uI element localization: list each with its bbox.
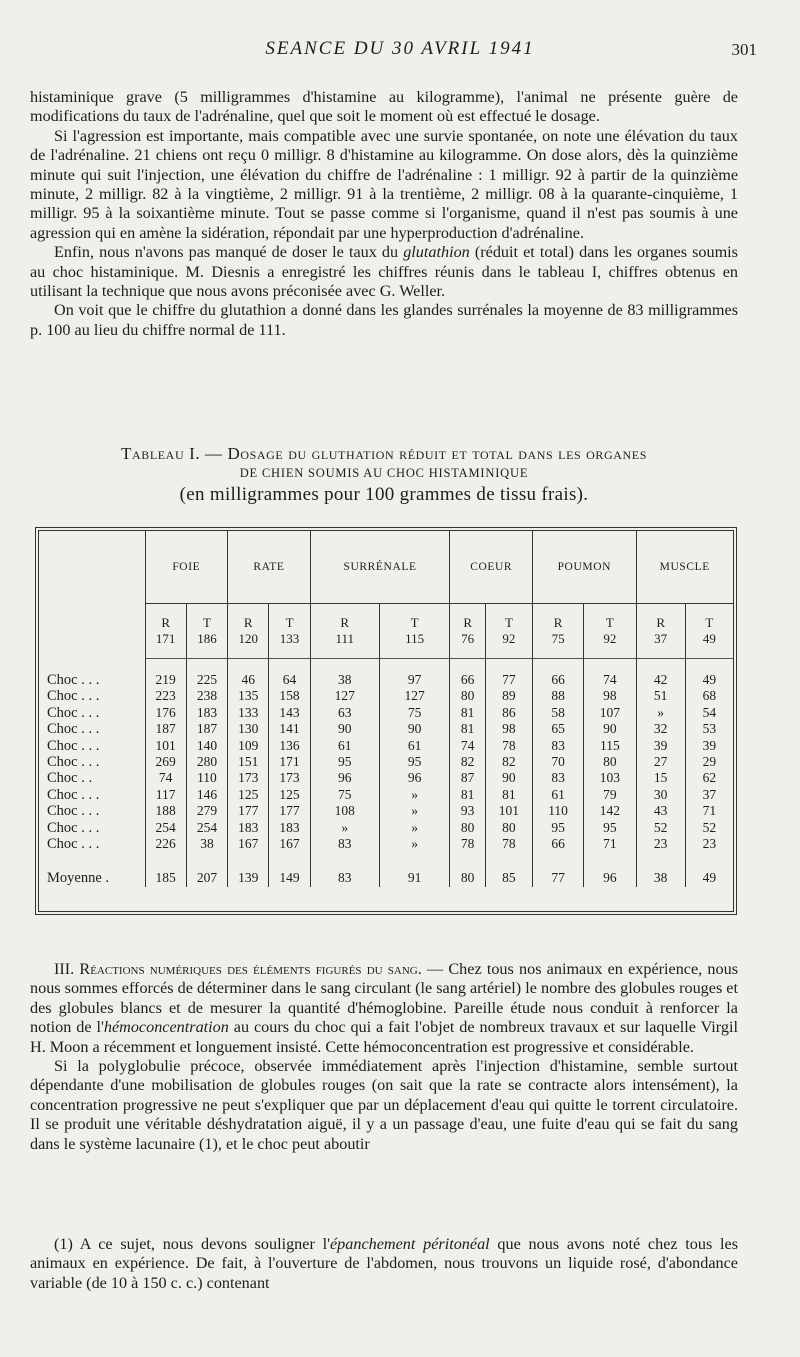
column-subheader xyxy=(228,604,269,659)
table-title-line3: (en milligrammes pour 100 grammes de tissu frais). xyxy=(179,484,589,505)
table-cell: » xyxy=(379,803,450,819)
table-cell: 77 xyxy=(532,870,583,886)
table-cell: 74 xyxy=(584,672,636,688)
table-cell: 108 xyxy=(310,803,379,819)
paragraph-agression: Si l'agression est importante, mais compatible avec une survie spontanée, on note une élévation du taux de l'adrénaline. 21 chiens ont reçu 0 milligr. 8 d'histamine au kilogramme. On dose alors, dès la quinzième minute qui suit l'injection, une élévation du chiffre de l'adrénaline : 1 milligr. 92 à partir de la quinzième minute, 2 milligr. 82 à la vingtième, 2 milligr. 91 à la trentième, 2 milligr. 08 à la quarante-cinquième, 1 milligr. 95 à la soixantième minute. Tout se passe comme si l'organisme, quand il n'est pas soumis à une agression qui en amène la sidération, répondait par une hyperproduction d'adrénaline. xyxy=(30,126,738,242)
table-cell: 78 xyxy=(485,836,532,852)
table-cell: 51 xyxy=(636,688,685,704)
subheader-letter: T xyxy=(410,615,419,630)
table-cell: 81 xyxy=(485,787,532,803)
table-cell: 70 xyxy=(532,754,583,770)
column-group-5: MUSCLE xyxy=(636,531,733,604)
table-cell: 86 xyxy=(485,705,532,721)
header-title: SEANCE DU 30 AVRIL 1941 xyxy=(265,38,535,59)
table-cell: 32 xyxy=(636,721,685,737)
table-cell: 64 xyxy=(269,672,310,688)
glutathion-table xyxy=(38,530,734,912)
table-cell: 66 xyxy=(532,672,583,688)
table-cell: 187 xyxy=(186,721,227,737)
row-label: Choc . . . xyxy=(47,803,100,820)
table-cell: 37 xyxy=(685,787,733,803)
table-cell: 87 xyxy=(450,770,485,786)
table-cell: 141 xyxy=(269,721,310,737)
table-cell: 81 xyxy=(450,787,485,803)
table-cell: » xyxy=(379,787,450,803)
table-cell: 80 xyxy=(485,820,532,836)
table-cell: 133 xyxy=(228,705,269,721)
table-cell: 146 xyxy=(186,787,227,803)
subheader-letter: R xyxy=(553,615,563,630)
table-cell: 207 xyxy=(186,870,227,886)
table-cell: 71 xyxy=(685,803,733,819)
subheader-letter: T xyxy=(504,615,513,630)
table-cell: 83 xyxy=(310,836,379,852)
table-cell: 125 xyxy=(228,787,269,803)
table-cell: 61 xyxy=(532,787,583,803)
table-cell: 38 xyxy=(636,870,685,886)
column-subheader xyxy=(379,604,450,659)
column-group-4: POUMON xyxy=(532,531,636,604)
table-cell: 38 xyxy=(310,672,379,688)
section-three-text xyxy=(30,960,738,1154)
spacer-cell xyxy=(310,852,379,870)
spacer-cell xyxy=(228,665,269,672)
table-cell: 183 xyxy=(228,820,269,836)
table-cell: 52 xyxy=(685,820,733,836)
subheader-normal-value: 133 xyxy=(279,631,300,646)
table-cell: 65 xyxy=(532,721,583,737)
table-cell: 171 xyxy=(269,754,310,770)
subheader-normal-value: 75 xyxy=(551,631,565,646)
table-cell: 103 xyxy=(584,770,636,786)
table-cell: 74 xyxy=(450,738,485,754)
table-cell: 30 xyxy=(636,787,685,803)
table-cell: 43 xyxy=(636,803,685,819)
column-group-2: SURRÉNALE xyxy=(310,531,450,604)
table-cell: 23 xyxy=(636,836,685,852)
table-body xyxy=(39,659,733,887)
paragraph-polyglobulie: Si la polyglobulie précoce, observée immédiatement après l'injection d'histamine, semble surtout dépendante d'une mobilisation de globules rouges (on sait que la rate se contracte alors intensément), la concentration progressive ne peut s'expliquer que par un déplacement d'eau qui quitte le torrent circulatoire. Il se produit une véritable déshydratation aiguë, il y a un passage d'eau, une fuite d'eau qui se fait du sang dans le système lacunaire (1), et le choc peut aboutir xyxy=(30,1057,738,1153)
average-row xyxy=(39,870,733,886)
table-row xyxy=(39,787,733,803)
table-cell: 127 xyxy=(310,688,379,704)
table-cell: 98 xyxy=(485,721,532,737)
table-cell: 68 xyxy=(685,688,733,704)
column-subheader xyxy=(584,604,636,659)
table-cell: 46 xyxy=(228,672,269,688)
table-cell: 80 xyxy=(450,870,485,886)
table-cell: 279 xyxy=(186,803,227,819)
table-cell: 81 xyxy=(450,705,485,721)
table-cell: 61 xyxy=(379,738,450,754)
table-spacer-row xyxy=(39,852,733,870)
table-cell: » xyxy=(310,820,379,836)
table-cell: » xyxy=(379,836,450,852)
table-cell: 90 xyxy=(379,721,450,737)
table-cell: 39 xyxy=(685,738,733,754)
table-cell: 83 xyxy=(532,738,583,754)
table-cell: 78 xyxy=(485,738,532,754)
table-corner-sub xyxy=(39,604,145,659)
table-row xyxy=(39,803,733,819)
table-cell: 80 xyxy=(450,688,485,704)
subheader-letter: R xyxy=(340,615,350,630)
table-cell: 177 xyxy=(228,803,269,819)
table-cell: 177 xyxy=(269,803,310,819)
column-subheader xyxy=(636,604,685,659)
paragraph-glutathion xyxy=(30,243,738,301)
table-cell: 75 xyxy=(310,787,379,803)
table-cell: 167 xyxy=(228,836,269,852)
column-subheader xyxy=(450,604,485,659)
glutathion-emphasis: glutathion xyxy=(403,243,470,262)
table-cell: 98 xyxy=(584,688,636,704)
table-cell: 63 xyxy=(310,705,379,721)
table-cell: 185 xyxy=(145,870,186,886)
table-cell: 61 xyxy=(310,738,379,754)
table-cell: 219 xyxy=(145,672,186,688)
spacer-cell xyxy=(379,852,450,870)
row-label: Choc . . . xyxy=(47,721,100,738)
table-group-header-row xyxy=(39,531,733,604)
subheader-normal-value: 92 xyxy=(502,631,516,646)
footnote-paragraph xyxy=(30,1235,738,1293)
subheader-normal-value: 111 xyxy=(335,631,354,646)
subheader-letter: R xyxy=(243,615,253,630)
paragraph-reactions xyxy=(30,960,738,1057)
table-cell: » xyxy=(636,705,685,721)
table-cell: 75 xyxy=(379,705,450,721)
table-cell: 127 xyxy=(379,688,450,704)
table-row xyxy=(39,688,733,704)
section-heading: III. Réactions numériques des éléments figurés du sang. — xyxy=(54,960,444,978)
subheader-letter: R xyxy=(656,615,665,630)
table-cell: 139 xyxy=(228,870,269,886)
spacer-cell xyxy=(685,665,733,672)
table-row xyxy=(39,672,733,688)
table-row xyxy=(39,820,733,836)
table-cell: 151 xyxy=(228,754,269,770)
subheader-letter: T xyxy=(705,615,714,630)
table-cell: 143 xyxy=(269,705,310,721)
row-label: Choc . . . xyxy=(47,754,100,771)
table-cell: 93 xyxy=(450,803,485,819)
table-row xyxy=(39,705,733,721)
glutathion-text-before: Enfin, nous n'avons pas manqué de doser le taux du xyxy=(54,243,404,262)
row-label: Choc . . . xyxy=(47,704,100,721)
table-cell: 117 xyxy=(145,787,186,803)
row-label: Choc . . . xyxy=(47,836,100,853)
row-label: Choc . . . xyxy=(47,819,100,836)
table-cell: 269 xyxy=(145,754,186,770)
spacer-cell xyxy=(636,852,685,870)
spacer-cell xyxy=(584,665,636,672)
hemoconcentration-emphasis: hémoconcentration xyxy=(103,1018,229,1037)
intro-text xyxy=(30,88,738,340)
table-cell: 97 xyxy=(379,672,450,688)
table-cell: 115 xyxy=(584,738,636,754)
table-cell: 82 xyxy=(485,754,532,770)
table-cell: 254 xyxy=(145,820,186,836)
spacer-cell xyxy=(379,665,450,672)
table-cell: 136 xyxy=(269,738,310,754)
page-number: 301 xyxy=(731,40,757,59)
subheader-normal-value: 49 xyxy=(702,631,716,646)
spacer-cell xyxy=(39,665,145,672)
row-label: Choc . . . xyxy=(47,786,100,803)
paragraph-moyenne: On voit que le chiffre du glutathion a donné dans les glandes surrénales la moyenne de 83 milligrammes p. 100 au lieu du chiffre normal de 111. xyxy=(30,301,738,339)
footnote-emphasis: épanchement péritonéal xyxy=(330,1235,490,1253)
spacer-cell xyxy=(450,852,485,870)
spacer-cell xyxy=(685,852,733,870)
spacer-cell xyxy=(485,665,532,672)
table-cell: 29 xyxy=(685,754,733,770)
column-group-3: COEUR xyxy=(450,531,533,604)
row-label: Choc . . . xyxy=(47,672,100,688)
table-cell: 238 xyxy=(186,688,227,704)
table-cell: 173 xyxy=(228,770,269,786)
table-row xyxy=(39,721,733,737)
spacer-cell xyxy=(532,665,583,672)
row-label: Choc . . xyxy=(47,770,93,787)
table-cell: 23 xyxy=(685,836,733,852)
table-cell: 62 xyxy=(685,770,733,786)
table-cell: 90 xyxy=(584,721,636,737)
table-cell: 101 xyxy=(145,738,186,754)
table-title-line2: DE CHIEN SOUMIS AU CHOC HISTAMINIQUE xyxy=(239,466,529,480)
table-cell: 80 xyxy=(450,820,485,836)
subheader-letter: T xyxy=(285,615,294,630)
subheader-letter: R xyxy=(161,615,170,630)
table-cell: 140 xyxy=(186,738,227,754)
column-subheader xyxy=(186,604,227,659)
table-cell: 42 xyxy=(636,672,685,688)
table-corner xyxy=(39,531,145,604)
column-subheader xyxy=(485,604,532,659)
column-group-1: RATE xyxy=(228,531,311,604)
table-cell: 85 xyxy=(485,870,532,886)
table-cell: 91 xyxy=(379,870,450,886)
reactions-text-before: Chez tous nos animaux en expérience, nous nous sommes efforcés de déterminer dans le sang circulant (le sang artériel) le nombre des globules rouges et des globules blancs et de mesurer la quantité d'hémoglobine. Pareille étude nous conduit à renforcer la notion de l' xyxy=(30,960,738,1037)
table-cell: 88 xyxy=(532,688,583,704)
table-cell: 183 xyxy=(269,820,310,836)
table-cell: 80 xyxy=(584,754,636,770)
table-cell: 173 xyxy=(269,770,310,786)
table-cell: 74 xyxy=(145,770,186,786)
table-cell: 58 xyxy=(532,705,583,721)
table-cell: 101 xyxy=(485,803,532,819)
table-cell: 183 xyxy=(186,705,227,721)
running-header xyxy=(0,38,800,68)
subheader-normal-value: 37 xyxy=(654,631,668,646)
spacer-cell xyxy=(186,852,227,870)
paragraph-histaminique: histaminique grave (5 milligrammes d'histamine au kilogramme), l'animal ne présente guère de modifications du taux de l'adrénaline, quel que soit le moment où est effectué le dosage. xyxy=(30,88,738,126)
table-cell: 254 xyxy=(186,820,227,836)
subheader-normal-value: 76 xyxy=(461,631,475,646)
table-cell: 71 xyxy=(584,836,636,852)
table-cell: 107 xyxy=(584,705,636,721)
table-cell: 52 xyxy=(636,820,685,836)
table-cell: 96 xyxy=(310,770,379,786)
glutathion-text-after: (réduit et total) dans les organes soumis au choc histaminique. M. Diesnis a enregistré les chiffres réunis dans le tableau I, chiffres obtenus en utilisant la technique que nous avons préconisée avec G. Weller. xyxy=(30,243,738,301)
spacer-cell xyxy=(485,852,532,870)
table-cell: 90 xyxy=(485,770,532,786)
row-label: Choc . . . xyxy=(47,688,100,705)
table-subheader-row xyxy=(39,604,733,659)
subheader-letter: R xyxy=(463,615,472,630)
spacer-cell xyxy=(584,852,636,870)
reactions-text-after: au cours du choc qui a fait l'objet de nombreux travaux et sur laquelle Virgil H. Moon a récemment et longuement insisté. Cette hémoconcentration est progressive et considérable. xyxy=(30,1018,738,1056)
footnote-text-after: que nous avons noté chez tous les animaux en expérience. De fait, à l'ouverture de l'abdomen, nous trouvons un liquide rosé, d'abondance variable (de 10 à 150 c. c.) contenant xyxy=(30,1235,739,1292)
table-row xyxy=(39,754,733,770)
table-cell: » xyxy=(379,820,450,836)
table-cell: 27 xyxy=(636,754,685,770)
spacer-cell xyxy=(636,665,685,672)
table-cell: 78 xyxy=(450,836,485,852)
spacer-cell xyxy=(228,852,269,870)
table-title-line1: Tableau I. — Dosage du gluthation réduit et total dans les organes xyxy=(120,444,648,463)
table-row xyxy=(39,738,733,754)
subheader-letter: T xyxy=(202,615,211,630)
table-cell: 226 xyxy=(145,836,186,852)
table-cell: 15 xyxy=(636,770,685,786)
table-cell: 135 xyxy=(228,688,269,704)
footnote xyxy=(30,1235,738,1293)
table-cell: 109 xyxy=(228,738,269,754)
table-cell: 66 xyxy=(532,836,583,852)
subheader-normal-value: 171 xyxy=(155,631,176,646)
table-cell: 130 xyxy=(228,721,269,737)
table-cell: 39 xyxy=(636,738,685,754)
table-spacer-row xyxy=(39,665,733,672)
table-cell: 176 xyxy=(145,705,186,721)
table-cell: 167 xyxy=(269,836,310,852)
table-cell: 280 xyxy=(186,754,227,770)
subheader-normal-value: 92 xyxy=(603,631,617,646)
table-cell: 89 xyxy=(485,688,532,704)
spacer-cell xyxy=(145,852,186,870)
column-subheader xyxy=(685,604,733,659)
table-cell: 79 xyxy=(584,787,636,803)
table-row xyxy=(39,836,733,852)
table-cell: 90 xyxy=(310,721,379,737)
table-cell: 110 xyxy=(186,770,227,786)
table-cell: 225 xyxy=(186,672,227,688)
table-cell: 82 xyxy=(450,754,485,770)
table-row xyxy=(39,770,733,786)
table-cell: 110 xyxy=(532,803,583,819)
spacer-cell xyxy=(269,852,310,870)
spacer-cell xyxy=(145,665,186,672)
subheader-letter: T xyxy=(605,615,614,630)
table-cell: 95 xyxy=(532,820,583,836)
spacer-cell xyxy=(532,852,583,870)
footnote-text-before: (1) A ce sujet, nous devons souligner l' xyxy=(54,1235,330,1253)
column-group-0: FOIE xyxy=(145,531,228,604)
column-subheader xyxy=(310,604,379,659)
table-cell: 158 xyxy=(269,688,310,704)
table-cell: 83 xyxy=(310,870,379,886)
table-cell: 95 xyxy=(310,754,379,770)
column-subheader xyxy=(532,604,583,659)
row-label: Choc . . . xyxy=(47,737,100,754)
table-cell: 53 xyxy=(685,721,733,737)
table-cell: 142 xyxy=(584,803,636,819)
row-label: Moyenne . xyxy=(47,870,110,887)
table-cell: 38 xyxy=(186,836,227,852)
spacer-cell xyxy=(186,665,227,672)
subheader-normal-value: 186 xyxy=(197,631,217,646)
table-cell: 125 xyxy=(269,787,310,803)
table-cell: 187 xyxy=(145,721,186,737)
table-cell: 223 xyxy=(145,688,186,704)
column-subheader xyxy=(269,604,310,659)
table-cell: 81 xyxy=(450,721,485,737)
table-cell: 188 xyxy=(145,803,186,819)
table-cell: 66 xyxy=(450,672,485,688)
subheader-normal-value: 115 xyxy=(405,631,425,646)
table-cell: 49 xyxy=(685,672,733,688)
table-cell: 49 xyxy=(685,870,733,886)
table-cell: 77 xyxy=(485,672,532,688)
table-cell: 96 xyxy=(379,770,450,786)
spacer-cell xyxy=(310,665,379,672)
table-cell: 95 xyxy=(379,754,450,770)
subheader-normal-value: 120 xyxy=(238,631,258,646)
spacer-cell xyxy=(39,852,145,870)
table-cell: 83 xyxy=(532,770,583,786)
column-subheader xyxy=(145,604,186,659)
table-cell: 149 xyxy=(269,870,310,886)
table-cell: 96 xyxy=(584,870,636,886)
spacer-cell xyxy=(450,665,485,672)
table-cell: 54 xyxy=(685,705,733,721)
table-cell: 95 xyxy=(584,820,636,836)
spacer-cell xyxy=(269,665,310,672)
